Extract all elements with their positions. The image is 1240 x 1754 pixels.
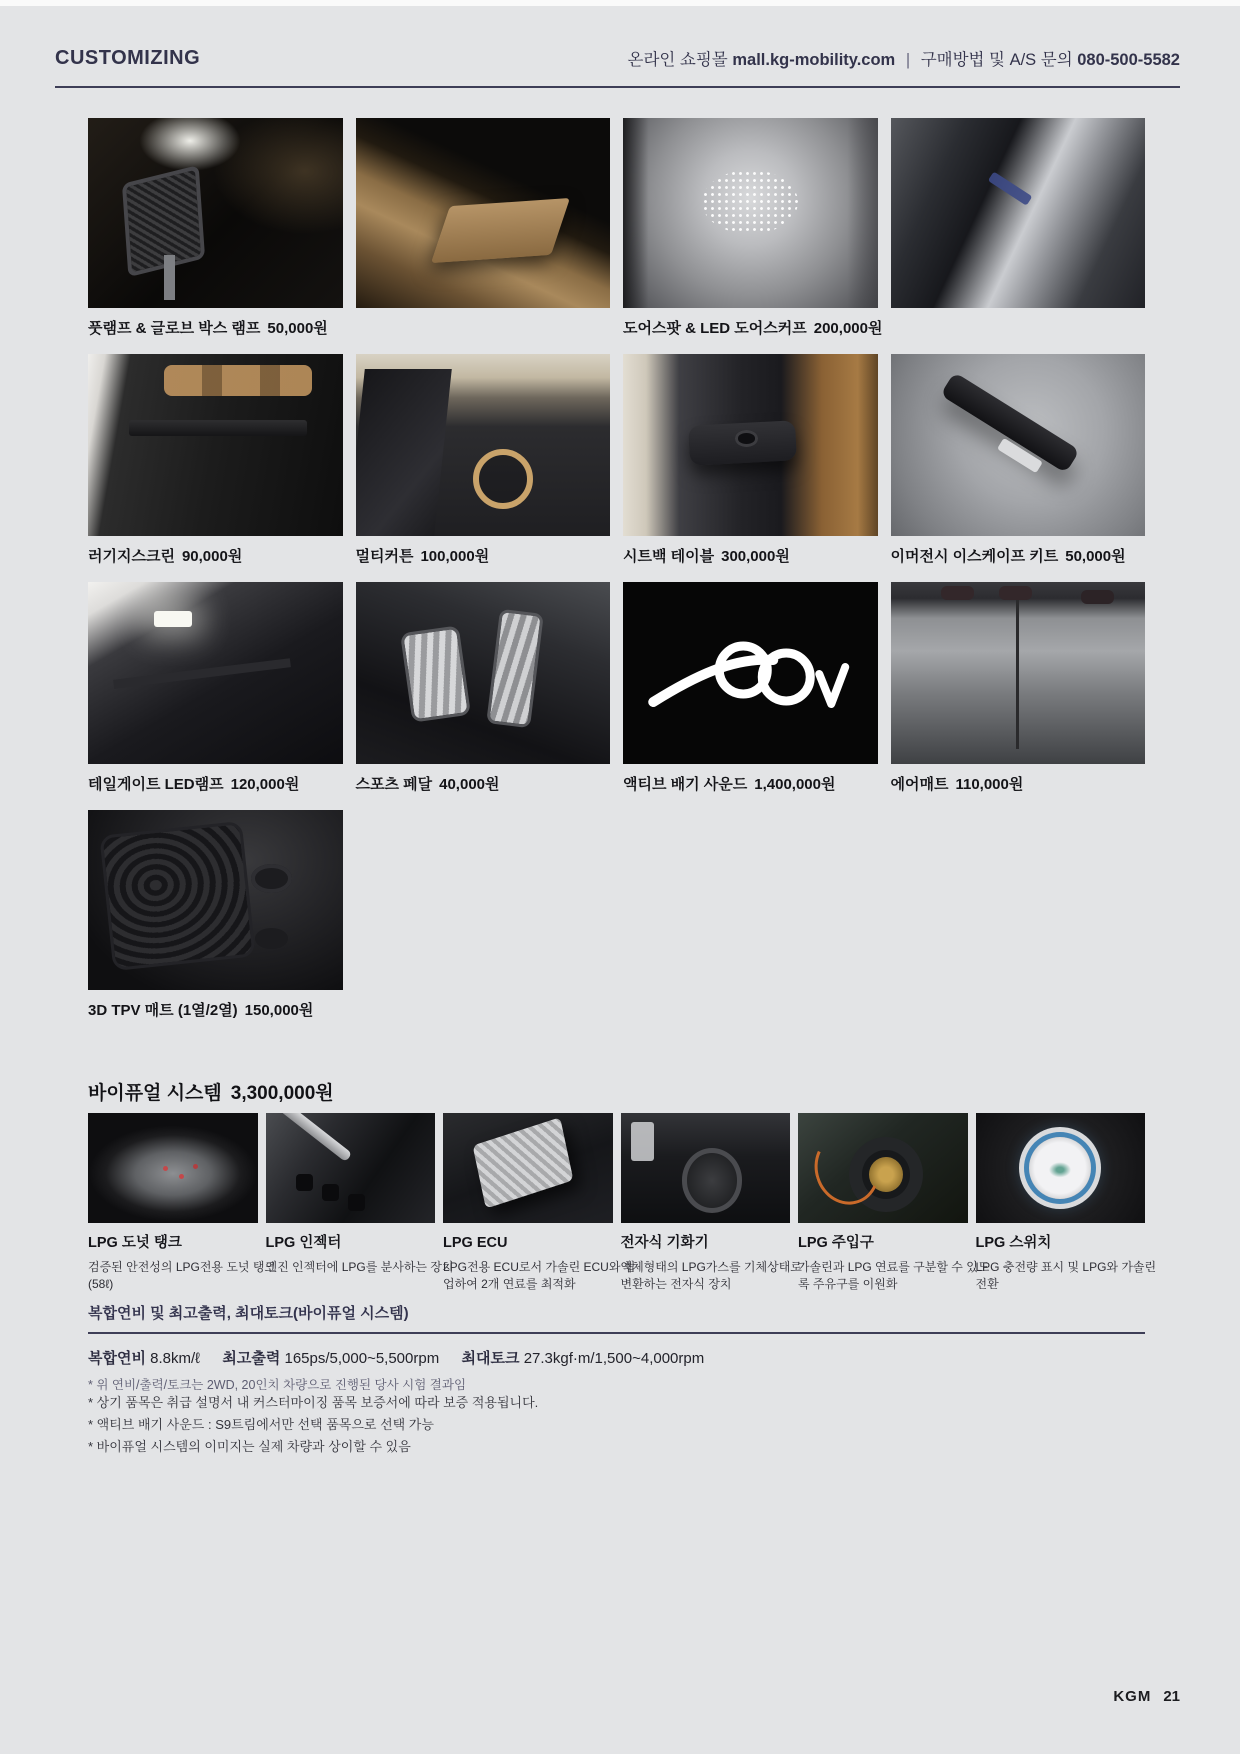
product-row-2-captions (88, 546, 1145, 568)
specs-section (88, 1302, 1145, 1393)
bifuel-image-lpg-tank (88, 1113, 258, 1223)
active-exhaust-logo-graphic (623, 582, 878, 764)
product-image-multi-curtain (356, 354, 611, 536)
bifuel-section (88, 1078, 1157, 1293)
product-caption: 러기지스크린 90,000원 (88, 548, 243, 565)
product-row-3-images (88, 582, 1145, 764)
contact-phone: 080-500-5582 (1077, 51, 1180, 69)
product-caption: 에어매트 110,000원 (890, 776, 1024, 793)
brand-logo-text: KGM (1113, 1688, 1152, 1705)
page-footer (1113, 1688, 1180, 1705)
product-image-active-exhaust (623, 582, 878, 764)
contact-label: 구매방법 및 A/S 문의 (920, 51, 1073, 69)
shop-url: mall.kg-mobility.com (732, 51, 896, 69)
product-row-2-images (88, 354, 1145, 536)
bifuel-item: LPG ECU LPG전용 ECU로서 가솔린 ECU와 협업하여 2개 연료를 최적화 (443, 1235, 636, 1291)
product-row-4 (88, 810, 343, 1022)
bifuel-image-lpg-switch (976, 1113, 1146, 1223)
max-torque-label: 최대토크 (461, 1350, 520, 1367)
product-caption: 풋램프 & 글로브 박스 램프 50,000원 (88, 320, 328, 337)
product-caption: 테일게이트 LED램프 120,000원 (88, 776, 300, 793)
product-caption: 멀티커튼 100,000원 (355, 548, 490, 565)
product-image-glovebox-lamp (356, 118, 611, 308)
header-separator: | (905, 51, 911, 69)
product-image-seatback-table (623, 354, 878, 536)
product-image-doorscuff (891, 118, 1146, 308)
specs-note: * 위 연비/출력/토크는 2WD, 20인치 차량으로 진행된 당사 시험 결과임 (88, 1378, 467, 1392)
products-section (88, 118, 1145, 1036)
product-image-3d-tpv-mat (88, 810, 343, 990)
bifuel-captions (88, 1234, 1157, 1293)
product-row-3-captions (88, 774, 1145, 796)
product-image-doorspot (623, 118, 878, 308)
product-image-escape-kit (891, 354, 1146, 536)
product-image-sport-pedal (356, 582, 611, 764)
bifuel-item: LPG 도넛 탱크 검증된 안전성의 LPG전용 도넛 탱크(58ℓ) (88, 1235, 277, 1291)
product-row-1-captions (88, 318, 1145, 340)
bifuel-item: 전자식 기화기 액체형태의 LPG가스를 기체상태로 변환하는 전자식 장치 (620, 1235, 802, 1291)
max-power-value: 165ps/5,000~5,500rpm (284, 1350, 440, 1367)
bifuel-item: LPG 인젝터 엔진 인젝터에 LPG를 분사하는 장치 (265, 1235, 454, 1274)
page-header (55, 46, 1180, 70)
product-image-air-mat (891, 582, 1146, 764)
footnotes (88, 1392, 1145, 1458)
bifuel-title: 바이퓨얼 시스템 3,300,000원 (88, 1083, 334, 1104)
max-torque-value: 27.3kgf·m/1,500~4,000rpm (523, 1350, 705, 1367)
bifuel-images (88, 1113, 1145, 1223)
bifuel-image-lpg-inlet (798, 1113, 968, 1223)
specs-values (88, 1347, 1145, 1368)
footnote-line: * 액티브 배기 사운드 : S9트림에서만 선택 품목으로 선택 가능 (88, 1417, 434, 1432)
fuel-economy-label: 복합연비 (88, 1350, 146, 1367)
product-image-footlamp (88, 118, 343, 308)
bifuel-item: LPG 스위치 LPG 충전량 표시 및 LPG와 가솔린 전환 (975, 1235, 1157, 1291)
max-power-label: 최고출력 (222, 1350, 281, 1367)
fuel-economy-value: 8.8km/ℓ (150, 1350, 201, 1367)
product-row-4-caption (88, 1000, 343, 1022)
page-title: CUSTOMIZING (55, 47, 201, 69)
product-caption: 이머전시 이스케이프 키트 50,000원 (890, 548, 1126, 565)
shop-label: 온라인 쇼핑몰 (627, 51, 728, 69)
product-caption: 3D TPV 매트 (1열/2열) 150,000원 (88, 1002, 314, 1019)
product-caption: 도어스팟 & LED 도어스커프 200,000원 (623, 320, 883, 337)
shop-info (628, 46, 1180, 70)
product-image-tailgate-led (88, 582, 343, 764)
bifuel-image-lpg-ecu (443, 1113, 613, 1223)
footnote-line: * 바이퓨얼 시스템의 이미지는 실제 차량과 상이할 수 있음 (88, 1439, 411, 1454)
product-caption: 스포츠 페달 40,000원 (355, 776, 500, 793)
bifuel-image-vaporizer (621, 1113, 791, 1223)
product-caption: 시트백 테이블 300,000원 (623, 548, 790, 565)
header-divider (55, 86, 1180, 88)
product-image-luggage-screen (88, 354, 343, 536)
specs-heading: 복합연비 및 최고출력, 최대토크(바이퓨얼 시스템) (88, 1302, 1145, 1334)
page-number: 21 (1163, 1688, 1180, 1705)
page-top-edge (0, 0, 1240, 6)
bifuel-image-lpg-injector (266, 1113, 436, 1223)
footnote-line: * 상기 품목은 취급 설명서 내 커스터마이징 품목 보증서에 따라 보증 적용됩니다. (88, 1395, 539, 1410)
product-caption: 액티브 배기 사운드 1,400,000원 (623, 776, 836, 793)
bifuel-item: LPG 주입구 가솔린과 LPG 연료를 구분할 수 있도록 주유구를 이원화 (798, 1235, 990, 1291)
product-row-1-images (88, 118, 1145, 308)
